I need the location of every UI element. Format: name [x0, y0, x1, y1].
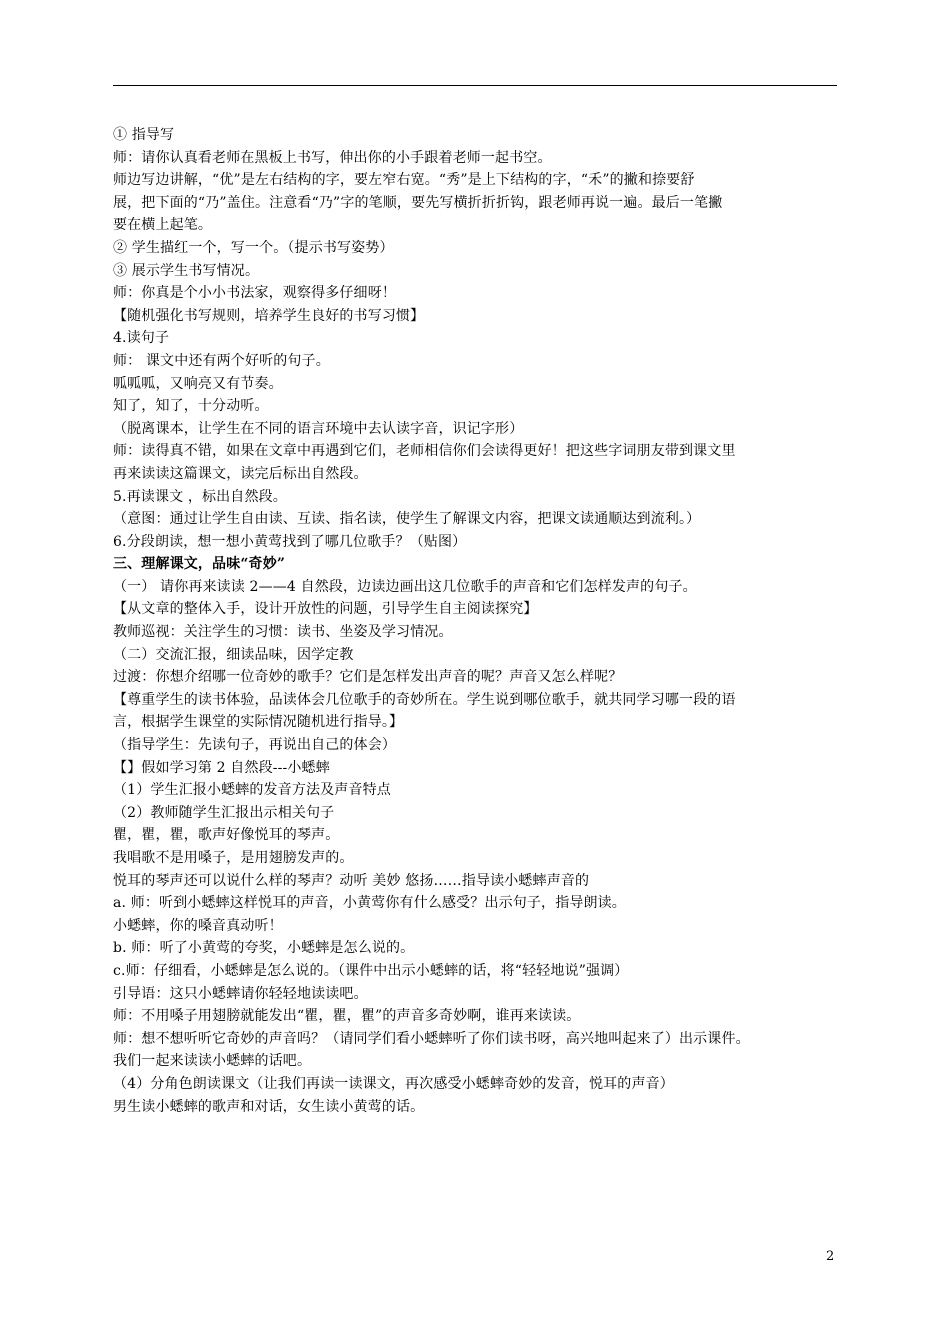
text-line: ② 学生描红一个，写一个。（提示书写姿势） — [113, 239, 394, 256]
text-line: 师：不用嗓子用翅膀就能发出“瞿，瞿，瞿”的声音多奇妙啊，谁再来读读。 — [113, 1008, 581, 1025]
text-line: （意图：通过让学生自由读、互读、指名读，使学生了解课文内容，把课文读通顺达到流利。） — [113, 511, 701, 528]
text-line: （二）交流汇报，细读品味，因学定教 — [113, 646, 354, 663]
page-number: 2 — [826, 1249, 835, 1264]
text-line: 师：想不想听听它奇妙的声音吗？（请同学们看小蟋蟀听了你们读书呀，高兴地叫起来了）出示课件。 — [113, 1030, 750, 1047]
text-line: 再来读读这篇课文，读完后标出自然段。 — [113, 465, 368, 482]
text-line: 6.分段朗读，想一想小黄莺找到了哪几位歌手？（贴图） — [113, 533, 467, 550]
text-line: 【尊重学生的读书体验，品读体会几位歌手的奇妙所在。学生说到哪位歌手，就共同学习哪一段的语 — [113, 691, 736, 708]
text-line: 言，根据学生课堂的实际情况随机进行指导。】 — [113, 714, 404, 731]
text-line: 瞿，瞿，瞿，歌声好像悦耳的琴声。 — [113, 827, 340, 844]
document-body — [113, 124, 839, 1118]
text-line: 小蟋蟀，你的嗓音真动听！ — [113, 917, 283, 934]
text-line: 师：你真是个小小书法家，观察得多仔细呀！ — [113, 285, 396, 302]
text-line: （1）学生汇报小蟋蟀的发音方法及声音特点 — [113, 782, 391, 799]
header-rule — [113, 85, 837, 86]
text-line: 教师巡视：关注学生的习惯：读书、坐姿及学习情况。 — [113, 624, 453, 641]
text-line: 4.读句子 — [113, 330, 170, 347]
text-line: 要在横上起笔。 — [113, 217, 213, 234]
text-line: 我们一起来读读小蟋蟀的话吧。 — [113, 1053, 312, 1070]
text-line: 【从文章的整体入手，设计开放性的问题，引导学生自主阅读探究】 — [113, 601, 538, 618]
text-line: 知了，知了，十分动听。 — [113, 398, 269, 415]
section-heading: 三、理解课文，品味“奇妙” — [113, 556, 286, 573]
text-line: （4）分角色朗读课文（让我们再读一读课文，再次感受小蟋蟀奇妙的发音，悦耳的声音） — [113, 1075, 674, 1092]
text-line: 引导语：这只小蟋蟀请你轻轻地读读吧。 — [113, 985, 368, 1002]
text-line: 【随机强化书写规则，培养学生良好的书写习惯】 — [113, 307, 425, 324]
text-line: 师：读得真不错，如果在文章中再遇到它们，老师相信你们会读得更好！把这些字词朋友带到课文里 — [113, 443, 736, 460]
text-line: 师边写边讲解，“优”是左右结构的字，要左窄右宽。“秀”是上下结构的字，“禾”的撇和捺要舒 — [113, 172, 695, 189]
text-line: （一） 请你再来读读 2——4 自然段，边读边画出这几位歌手的声音和它们怎样发声的句子。 — [113, 578, 697, 595]
text-line: b. 师：听了小黄莺的夸奖，小蟋蟀是怎么说的。 — [113, 940, 415, 957]
text-line: 5.再读课文 ，标出自然段。 — [113, 488, 287, 505]
text-line: 过渡：你想介绍哪一位奇妙的歌手？它们是怎样发出声音的呢？声音又怎么样呢？ — [113, 669, 623, 686]
text-line: 我唱歌不是用嗓子，是用翅膀发声的。 — [113, 850, 354, 866]
text-line: 悦耳的琴声还可以说什么样的琴声？动听 美妙 悠扬……指导读小蟋蟀声音的 — [113, 872, 590, 889]
text-line: （脱离课本，让学生在不同的语言环境中去认读字音，识记字形） — [113, 420, 524, 437]
text-line: 呱呱呱，又响亮又有节奏。 — [113, 375, 283, 392]
text-line: 展，把下面的“乃”盖住。注意看“乃”字的笔顺，要先写横折折折钩，跟老师再说一遍。最后一笔撇 — [113, 194, 723, 211]
text-line: 师：请你认真看老师在黑板上书写，伸出你的小手跟着老师一起书空。 — [113, 149, 552, 166]
text-line: 师： 课文中还有两个好听的句子。 — [113, 352, 330, 369]
text-line: 【】假如学习第 2 自然段---小蟋蟀 — [113, 759, 330, 776]
text-line: （指导学生：先读句子，再说出自己的体会） — [113, 737, 396, 754]
text-line: ① 指导写 — [113, 127, 175, 143]
text-line: c.师：仔细看，小蟋蟀是怎么说的。（课件中出示小蟋蟀的话，将“轻轻地说”强调） — [113, 962, 629, 979]
text-line: （2）教师随学生汇报出示相关句子 — [113, 804, 335, 821]
text-line: a. 师：听到小蟋蟀这样悦耳的声音，小黄莺你有什么感受？出示句子，指导朗读。 — [113, 895, 626, 912]
text-line: ③ 展示学生书写情况。 — [113, 262, 260, 279]
text-line: 男生读小蟋蟀的歌声和对话，女生读小黄莺的话。 — [113, 1098, 425, 1115]
